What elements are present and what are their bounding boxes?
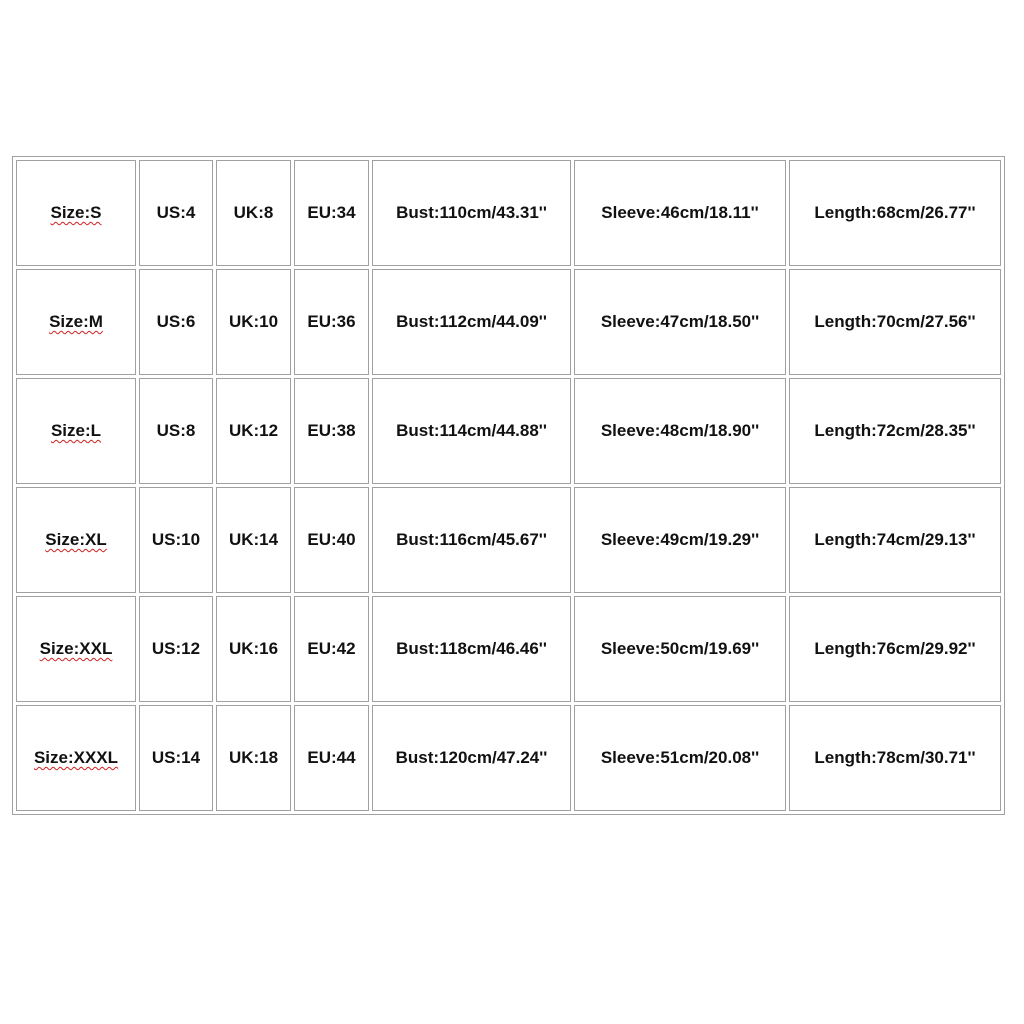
table-row xyxy=(16,160,1001,266)
size-cell xyxy=(16,596,136,702)
sleeve-cell: Sleeve:51cm/20.08'' xyxy=(574,705,786,811)
uk-size-cell: UK:10 xyxy=(216,269,291,375)
size-label: Size:XXL xyxy=(39,639,113,658)
bust-cell: Bust:118cm/46.46'' xyxy=(372,596,571,702)
eu-size-cell: EU:38 xyxy=(294,378,369,484)
length-cell: Length:74cm/29.13'' xyxy=(789,487,1001,593)
size-label: Size:M xyxy=(49,312,103,331)
size-label: Size:S xyxy=(50,203,102,222)
size-label: Size:XL xyxy=(45,530,107,549)
sleeve-cell: Sleeve:50cm/19.69'' xyxy=(574,596,786,702)
size-chart-table xyxy=(12,156,1005,815)
sleeve-cell: Sleeve:48cm/18.90'' xyxy=(574,378,786,484)
sleeve-cell: Sleeve:49cm/19.29'' xyxy=(574,487,786,593)
size-cell xyxy=(16,378,136,484)
table-row xyxy=(16,269,1001,375)
length-cell: Length:78cm/30.71'' xyxy=(789,705,1001,811)
us-size-cell: US:8 xyxy=(139,378,213,484)
uk-size-cell: UK:16 xyxy=(216,596,291,702)
sleeve-cell: Sleeve:46cm/18.11'' xyxy=(574,160,786,266)
size-cell xyxy=(16,269,136,375)
uk-size-cell: UK:12 xyxy=(216,378,291,484)
uk-size-cell: UK:8 xyxy=(216,160,291,266)
table-row xyxy=(16,705,1001,811)
size-label: Size:L xyxy=(50,421,102,440)
length-cell: Length:72cm/28.35'' xyxy=(789,378,1001,484)
bust-cell: Bust:114cm/44.88'' xyxy=(372,378,571,484)
us-size-cell: US:10 xyxy=(139,487,213,593)
bust-cell: Bust:110cm/43.31'' xyxy=(372,160,571,266)
size-cell xyxy=(16,487,136,593)
uk-size-cell: UK:14 xyxy=(216,487,291,593)
us-size-cell: US:4 xyxy=(139,160,213,266)
table-row xyxy=(16,378,1001,484)
table-row xyxy=(16,487,1001,593)
us-size-cell: US:6 xyxy=(139,269,213,375)
length-cell: Length:76cm/29.92'' xyxy=(789,596,1001,702)
eu-size-cell: EU:34 xyxy=(294,160,369,266)
size-cell xyxy=(16,705,136,811)
length-cell: Length:70cm/27.56'' xyxy=(789,269,1001,375)
size-label: Size:XXXL xyxy=(33,748,119,767)
eu-size-cell: EU:36 xyxy=(294,269,369,375)
length-cell: Length:68cm/26.77'' xyxy=(789,160,1001,266)
uk-size-cell: UK:18 xyxy=(216,705,291,811)
eu-size-cell: EU:42 xyxy=(294,596,369,702)
bust-cell: Bust:116cm/45.67'' xyxy=(372,487,571,593)
eu-size-cell: EU:44 xyxy=(294,705,369,811)
bust-cell: Bust:120cm/47.24'' xyxy=(372,705,571,811)
eu-size-cell: EU:40 xyxy=(294,487,369,593)
us-size-cell: US:14 xyxy=(139,705,213,811)
us-size-cell: US:12 xyxy=(139,596,213,702)
sleeve-cell: Sleeve:47cm/18.50'' xyxy=(574,269,786,375)
size-cell xyxy=(16,160,136,266)
bust-cell: Bust:112cm/44.09'' xyxy=(372,269,571,375)
table-row xyxy=(16,596,1001,702)
